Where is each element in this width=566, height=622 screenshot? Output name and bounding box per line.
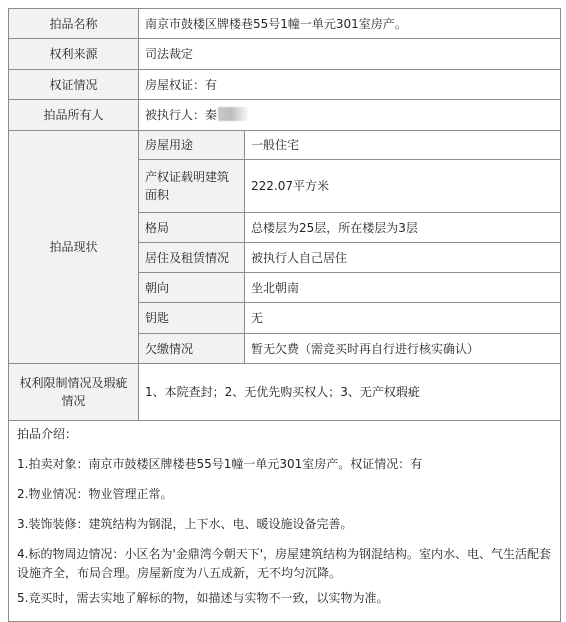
status-item-value: 被执行人自己居住 [245, 243, 561, 273]
table-row [9, 364, 561, 421]
intro-paragraph: 2.物业情况：物业管理正常。 [17, 487, 173, 501]
table-row [9, 39, 561, 70]
status-item-value: 总楼层为25层，所在楼层为3层 [245, 213, 561, 243]
status-item-value: 无 [245, 303, 561, 334]
status-item-label: 钥匙 [139, 303, 245, 334]
status-label: 拍品现状 [9, 131, 139, 364]
owner-cell [139, 100, 561, 131]
rights-restriction-value: 1、本院查封；2、无优先购买权人；3、无产权瑕疵 [139, 364, 561, 421]
certificate-value: 房屋权证：有 [139, 70, 561, 100]
table-row [9, 100, 561, 131]
auction-info-table [8, 8, 561, 622]
intro-paragraph: 3.装饰装修：建筑结构为钢混，上下水、电、暖设施设备完善。 [17, 517, 353, 531]
rights-source-value: 司法裁定 [139, 39, 561, 70]
status-item-label: 产权证载明建筑面积 [139, 160, 245, 213]
table-row [9, 421, 561, 622]
status-item-label: 居住及租赁情况 [139, 243, 245, 273]
rights-source-label: 权利来源 [9, 39, 139, 70]
status-item-value: 一般住宅 [245, 131, 561, 160]
item-name-value: 南京市鼓楼区牌楼巷55号1幢一单元301室房产。 [139, 9, 561, 39]
intro-paragraph: 1.拍卖对象：南京市鼓楼区牌楼巷55号1幢一单元301室房产。权证情况：有 [17, 457, 423, 471]
status-item-label: 房屋用途 [139, 131, 245, 160]
intro-paragraph: 5.竞买时，需去实地了解标的物，如描述与实物不一致，以实物为准。 [17, 591, 389, 605]
status-item-value: 坐北朝南 [245, 273, 561, 303]
intro-cell [9, 421, 561, 622]
status-item-label: 欠缴情况 [139, 334, 245, 364]
status-item-value: 暂无欠费（需竞买时再自行进行核实确认） [245, 334, 561, 364]
table-row [9, 131, 561, 160]
certificate-label: 权证情况 [9, 70, 139, 100]
status-item-value: 222.07平方米 [245, 160, 561, 213]
intro-heading: 拍品介绍： [17, 427, 78, 441]
owner-value: 被执行人：秦 [145, 108, 218, 122]
table-row [9, 70, 561, 100]
table-row [9, 9, 561, 39]
status-item-label: 格局 [139, 213, 245, 243]
rights-restriction-label: 权利限制情况及瑕疵情况 [9, 364, 139, 421]
intro-paragraph: 4.标的物周边情况：小区名为'金鼎湾今朝天下'，房屋建筑结构为钢混结构。室内水、电、气生活配套设施齐全，布局合理。房屋新度为八五成新，无不均匀沉降。 [17, 547, 552, 580]
redacted-name-blur [218, 107, 248, 121]
owner-label: 拍品所有人 [9, 100, 139, 131]
item-name-label: 拍品名称 [9, 9, 139, 39]
status-item-label: 朝向 [139, 273, 245, 303]
